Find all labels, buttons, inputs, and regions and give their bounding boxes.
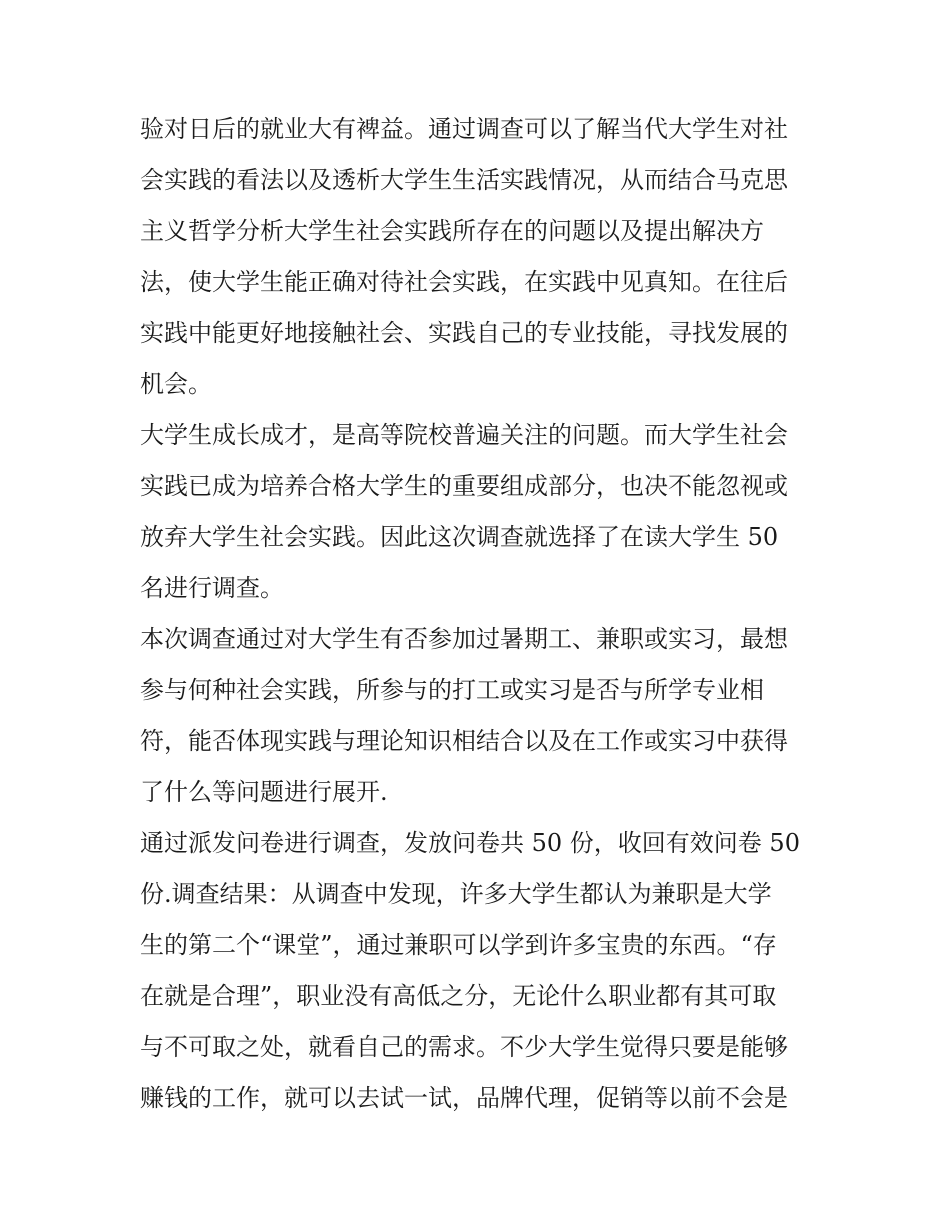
text-line: 在就是合理”，职业没有高低之分，无论什么职业都有其可取 xyxy=(140,982,777,1010)
text-line: 生的第二个“课堂”，通过兼职可以学到许多宝贵的东西。“存 xyxy=(140,931,777,959)
text-line: 了什么等问题进行展开. xyxy=(140,778,388,806)
text-line: 参与何种社会实践，所参与的打工或实习是否与所学专业相 xyxy=(140,676,764,704)
body-text xyxy=(140,108,812,1128)
text-line: 实践已成为培养合格大学生的重要组成部分，也决不能忽视或 xyxy=(140,472,788,500)
text-line: 实践中能更好地接触社会、实践自己的专业技能，寻找发展的 xyxy=(140,319,788,347)
text-line: 验对日后的就业大有裨益。通过调查可以了解当代大学生对社 xyxy=(140,115,788,143)
text-line: 会实践的看法以及透析大学生生活实践情况，从而结合马克思 xyxy=(140,166,788,194)
text-line: 放弃大学生社会实践。因此这次调查就选择了在读大学生 50 xyxy=(140,523,779,551)
text-line: 符，能否体现实践与理论知识相结合以及在工作或实习中获得 xyxy=(140,727,788,755)
text-line: 法，使大学生能正确对待社会实践，在实践中见真知。在往后 xyxy=(140,268,788,296)
text-line: 赚钱的工作，就可以去试一试，品牌代理，促销等以前不会是 xyxy=(140,1084,788,1112)
text-line: 机会。 xyxy=(140,370,212,398)
text-line: 名进行调查。 xyxy=(140,574,284,602)
text-line: 通过派发问卷进行调查，发放问卷共 50 份，收回有效问卷 50 xyxy=(140,829,800,857)
text-line: 主义哲学分析大学生社会实践所存在的问题以及提出解决方 xyxy=(140,217,764,245)
text-line: 本次调查通过对大学生有否参加过暑期工、兼职或实习，最想 xyxy=(140,625,788,653)
text-line: 份.调查结果：从调查中发现，许多大学生都认为兼职是大学 xyxy=(140,880,772,908)
text-line: 与不可取之处，就看自己的需求。不少大学生觉得只要是能够 xyxy=(140,1033,788,1061)
text-line: 大学生成长成才，是高等院校普遍关注的问题。而大学生社会 xyxy=(140,421,788,449)
